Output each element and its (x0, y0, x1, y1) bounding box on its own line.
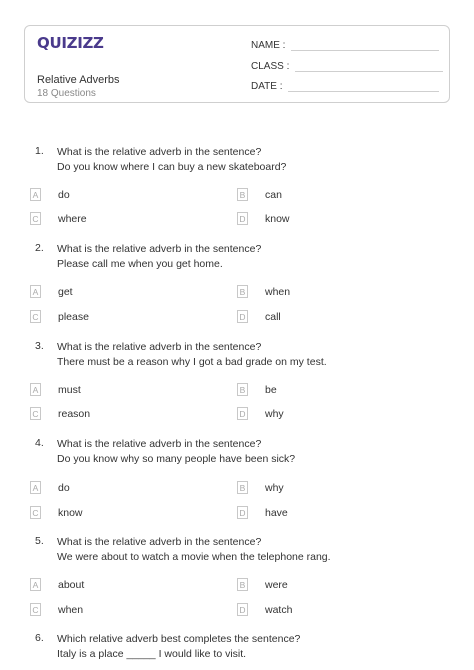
class-field[interactable] (251, 61, 443, 72)
option-a[interactable] (30, 578, 84, 591)
option-text: must (58, 383, 81, 396)
question-count: 18 Questions (37, 88, 96, 99)
question-sentence: Do you know why so many people have been sick? (57, 453, 296, 465)
option-a[interactable] (30, 383, 81, 396)
question-prompt: Which relative adverb best completes the sentence? (57, 633, 301, 645)
option-d[interactable] (237, 407, 284, 420)
question-prompt: What is the relative adverb in the sentence? (57, 146, 262, 158)
option-text: know (265, 212, 290, 225)
option-letter: C (30, 407, 41, 420)
option-a[interactable] (30, 481, 70, 494)
option-letter: B (237, 383, 248, 396)
question-text (57, 632, 447, 662)
option-text: can (265, 188, 282, 201)
option-b[interactable] (237, 188, 282, 201)
option-text: watch (265, 603, 293, 616)
option-b[interactable] (237, 285, 290, 298)
worksheet-header (24, 25, 450, 103)
option-text: were (265, 578, 288, 591)
class-line (295, 70, 443, 72)
option-letter: A (30, 285, 41, 298)
question-sentence: Please call me when you get home. (57, 258, 223, 270)
quizizz-logo: QUIZIZZ (37, 34, 104, 52)
option-letter: A (30, 481, 41, 494)
date-label: DATE : (251, 81, 283, 92)
option-c[interactable] (30, 407, 90, 420)
option-c[interactable] (30, 603, 83, 616)
question-text (57, 145, 447, 175)
date-line (288, 90, 439, 92)
option-text: know (58, 506, 83, 519)
date-field[interactable] (251, 81, 439, 92)
question-number: 2. (35, 242, 44, 254)
option-d[interactable] (237, 603, 292, 616)
option-letter: A (30, 578, 41, 591)
question-number: 4. (35, 437, 44, 449)
question-number: 5. (35, 535, 44, 547)
option-text: do (58, 188, 70, 201)
question-sentence: Do you know where I can buy a new skateboard? (57, 161, 287, 173)
option-a[interactable] (30, 285, 73, 298)
option-text: be (265, 383, 277, 396)
question-text (57, 535, 447, 565)
option-text: call (265, 310, 281, 323)
option-letter: B (237, 578, 248, 591)
worksheet-title: Relative Adverbs (37, 74, 120, 86)
option-text: why (265, 407, 284, 420)
option-a[interactable] (30, 188, 70, 201)
option-letter: C (30, 310, 41, 323)
question-number: 3. (35, 340, 44, 352)
option-letter: C (30, 212, 41, 225)
option-text: get (58, 285, 73, 298)
option-c[interactable] (30, 212, 87, 225)
option-text: please (58, 310, 89, 323)
option-d[interactable] (237, 506, 288, 519)
option-letter: A (30, 383, 41, 396)
question-prompt: What is the relative adverb in the sentence? (57, 438, 262, 450)
option-text: have (265, 506, 288, 519)
option-text: where (58, 212, 87, 225)
option-b[interactable] (237, 481, 284, 494)
option-text: why (265, 481, 284, 494)
option-letter: D (237, 603, 248, 616)
option-b[interactable] (237, 383, 277, 396)
option-letter: C (30, 603, 41, 616)
option-letter: D (237, 506, 248, 519)
option-c[interactable] (30, 506, 83, 519)
question-text (57, 340, 447, 370)
option-letter: D (237, 310, 248, 323)
option-b[interactable] (237, 578, 288, 591)
question-sentence: There must be a reason why I got a bad grade on my test. (57, 356, 327, 368)
option-text: when (265, 285, 291, 298)
option-letter: B (237, 285, 248, 298)
option-text: about (58, 578, 85, 591)
option-c[interactable] (30, 310, 89, 323)
question-text (57, 242, 447, 272)
question-prompt: What is the relative adverb in the sentence? (57, 341, 262, 353)
question-number: 1. (35, 145, 44, 157)
option-d[interactable] (237, 310, 281, 323)
question-prompt: What is the relative adverb in the sentence? (57, 536, 262, 548)
option-letter: B (237, 481, 248, 494)
option-text: reason (58, 407, 91, 420)
name-line (291, 49, 439, 51)
question-sentence: Italy is a place _____ I would like to visit. (57, 648, 247, 660)
option-letter: B (237, 188, 248, 201)
option-text: when (58, 603, 84, 616)
option-letter: D (237, 407, 248, 420)
option-letter: C (30, 506, 41, 519)
question-prompt: What is the relative adverb in the sentence? (57, 243, 262, 255)
name-label: NAME : (251, 40, 286, 51)
option-d[interactable] (237, 212, 290, 225)
question-number: 6. (35, 632, 44, 644)
name-field[interactable] (251, 40, 439, 51)
class-label: CLASS : (251, 61, 290, 72)
option-text: do (58, 481, 70, 494)
question-text (57, 437, 447, 467)
option-letter: A (30, 188, 41, 201)
option-letter: D (237, 212, 248, 225)
question-sentence: We were about to watch a movie when the telephone rang. (57, 551, 331, 563)
